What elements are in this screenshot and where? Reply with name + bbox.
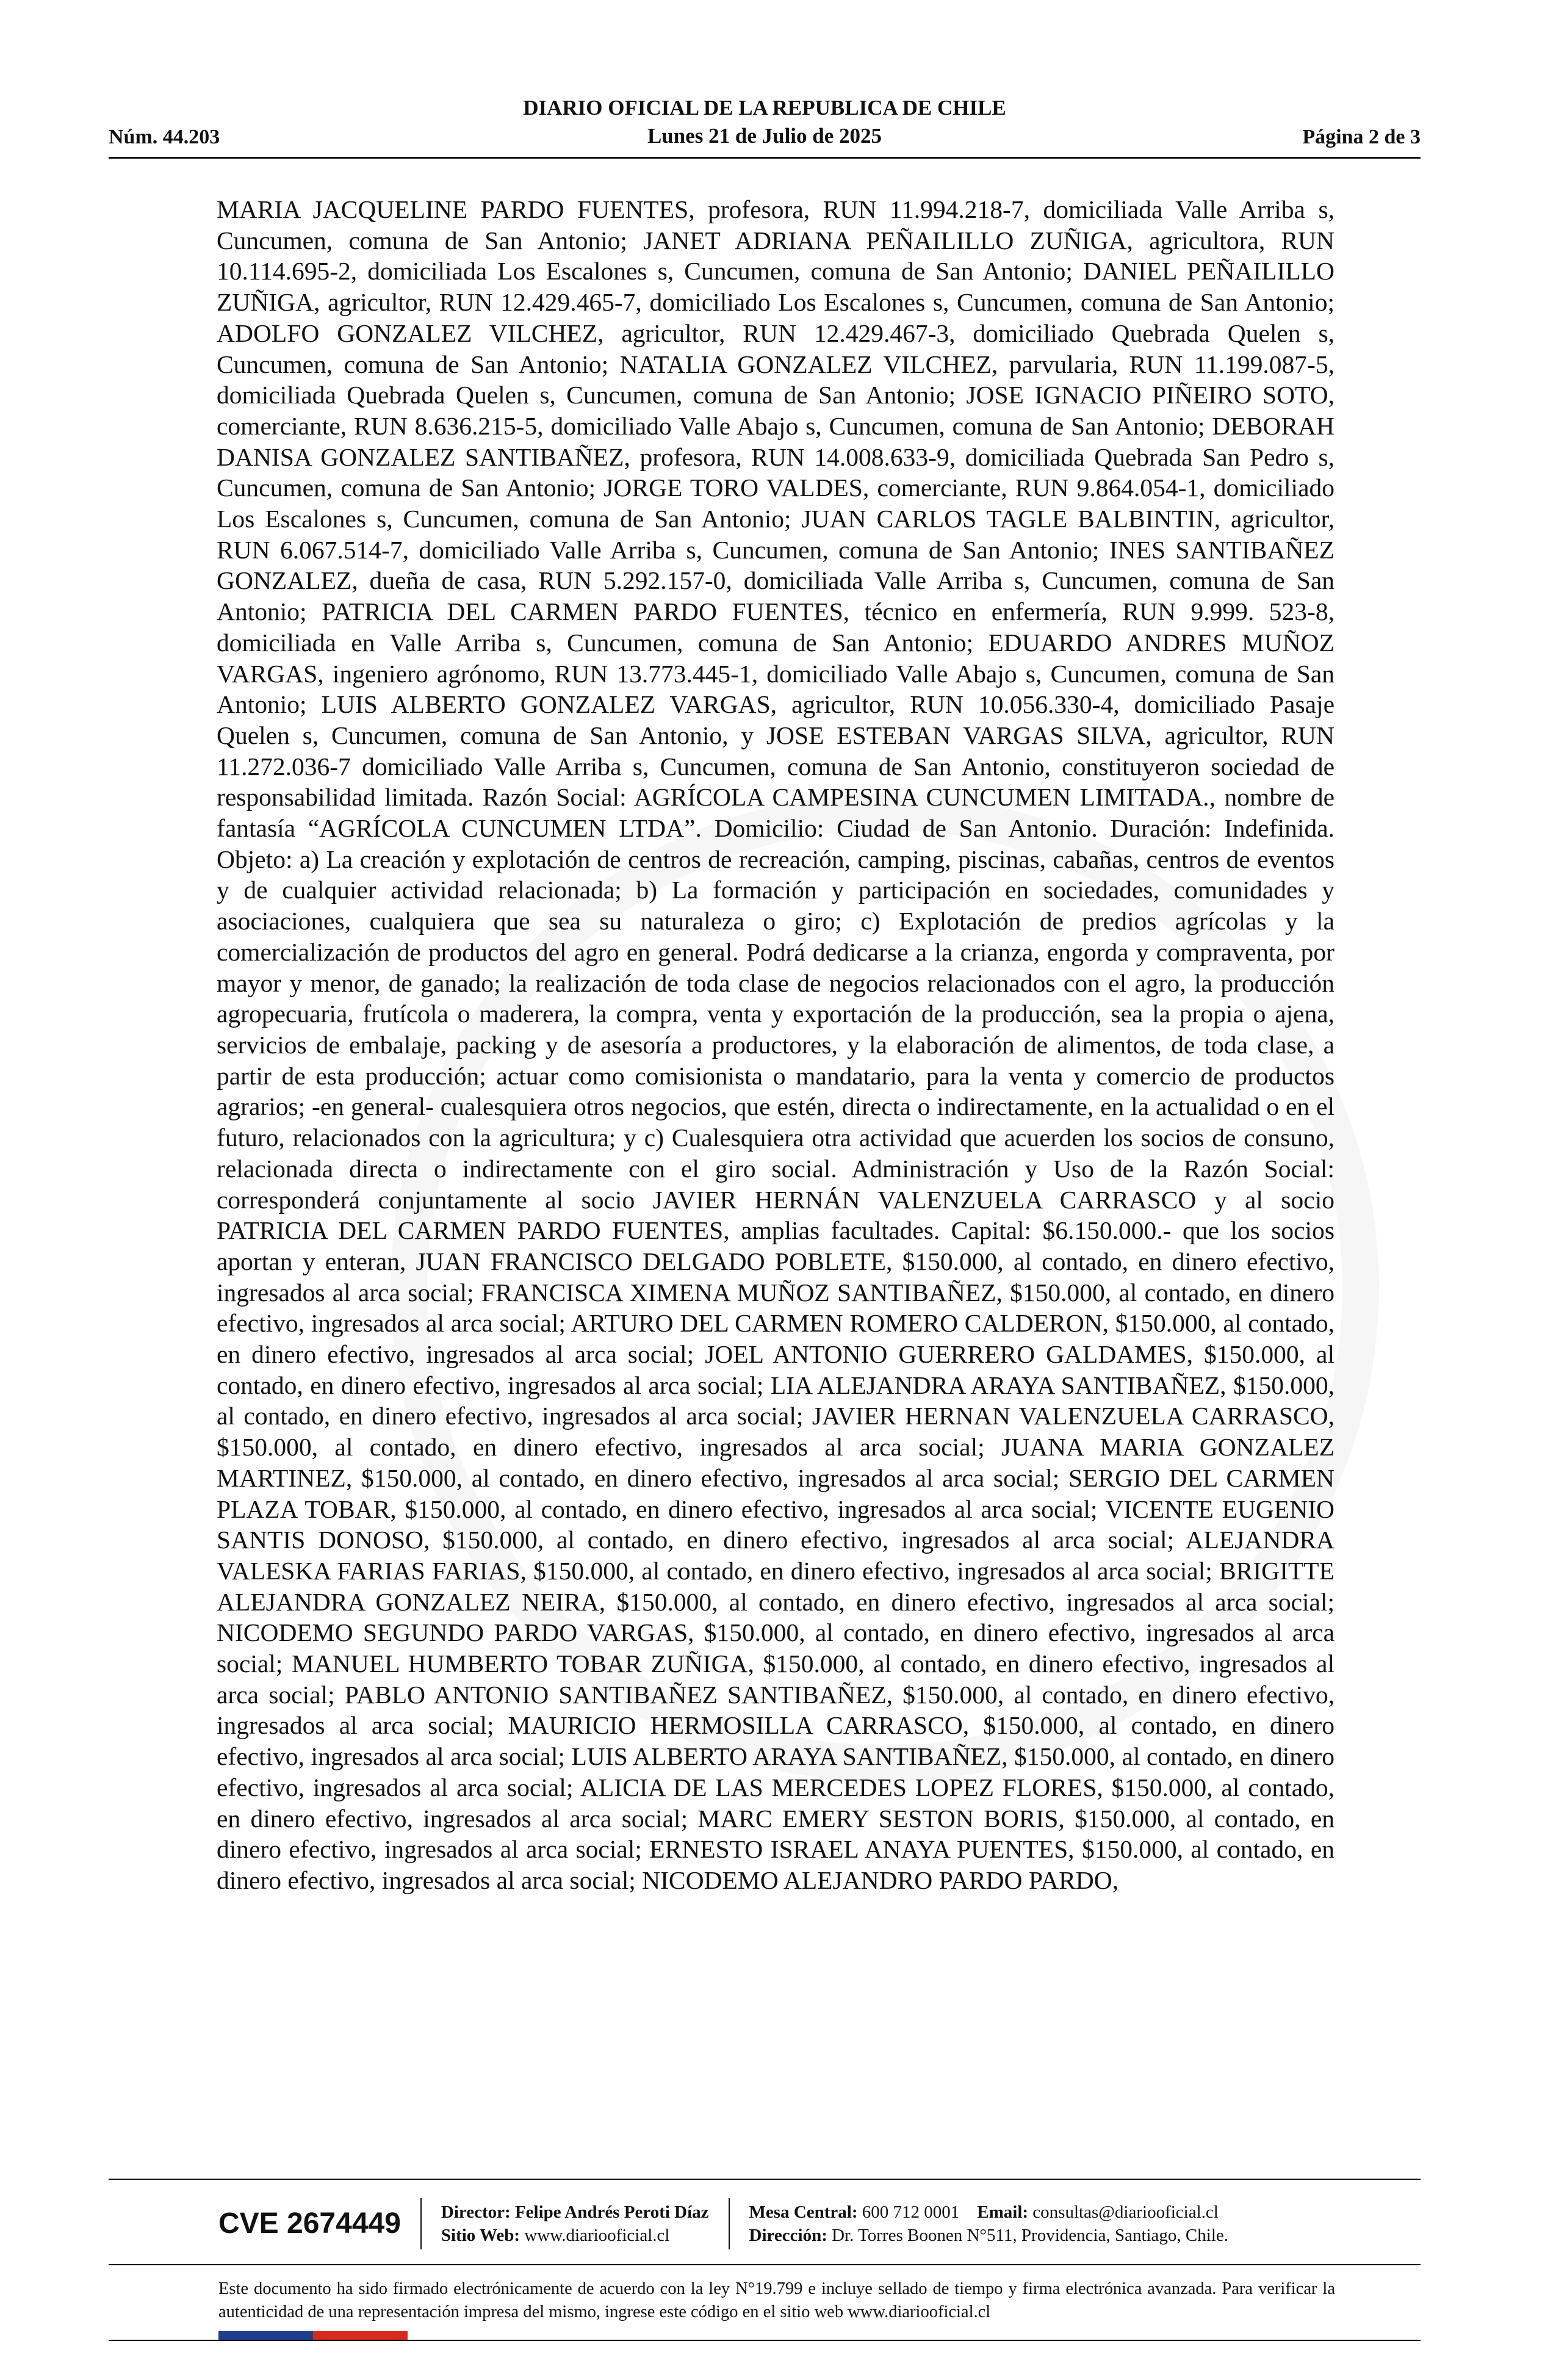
address-label: Dirección:: [749, 2226, 827, 2245]
address-value: Dr. Torres Boonen N°511, Providencia, Santiago, Chile.: [832, 2226, 1229, 2245]
issue-number: Núm. 44.203: [109, 126, 220, 148]
flag-blue-band: [218, 2331, 313, 2340]
mesa-phone: 600 712 0001: [862, 2202, 960, 2222]
footer-divider-bottom: [109, 2340, 1421, 2341]
website-link[interactable]: www.diariooficial.cl: [524, 2226, 670, 2245]
mesa-label: Mesa Central:: [749, 2202, 858, 2222]
footer-info-row: [218, 2198, 1421, 2249]
document-body: MARIA JACQUELINE PARDO FUENTES, profesora, RUN 11.994.218-7, domiciliada Valle Arriba s, Cuncumen, comuna de San Antonio; JANET ADRIANA PEÑAILILLO ZUÑIGA, agricultora, RUN 10.114.695-2, domiciliada Los Escalones s, Cuncumen, comuna de San Antonio; DANIEL PEÑAILILLO ZUÑIGA, agricultor, RUN 12.429.465-7, domiciliado Los Escalones s, Cuncumen, comuna de San Antonio; ADOLFO GONZALEZ VILCHEZ, agricultor, RUN 12.429.467-3, domiciliado Quebrada Quelen s, Cuncumen, comuna de San Antonio; NATALIA GONZALEZ VILCHEZ, parvularia, RUN 11.199.087-5, domiciliada Quebrada Quelen s, Cuncumen, comuna de San Antonio; JOSE IGNACIO PIÑEIRO SOTO, comerciante, RUN 8.636.215-5, domiciliado Valle Abajo s, Cuncumen, comuna de San Antonio; DEBORAH DANISA GONZALEZ SANTIBAÑEZ, profesora, RUN 14.008.633-9, domiciliada Quebrada San Pedro s, Cuncumen, comuna de San Antonio; JORGE TORO VALDES, comerciante, RUN 9.864.054-1, domiciliado Los Escalones s, Cuncumen, comuna de San Antonio; JUAN CARLOS TAGLE BALBINTIN, agricultor, RUN 6.067.514-7, domiciliado Valle Arriba s, Cuncumen, comuna de San Antonio; INES SANTIBAÑEZ GONZALEZ, dueña de casa, RUN 5.292.157-0, domiciliada Valle Arriba s, Cuncumen, comuna de San Antonio; PATRICIA DEL CARMEN PARDO FUENTES, técnico en enfermería, RUN 9.999. 523-8, domiciliada en Valle Arriba s, Cuncumen, comuna de San Antonio; EDUARDO ANDRES MUÑOZ VARGAS, ingeniero agrónomo, RUN 13.773.445-1, domiciliado Valle Abajo s, Cuncumen, comuna de San Antonio; LUIS ALBERTO GONZALEZ VARGAS, agricultor, RUN 10.056.330-4, domiciliado Pasaje Quelen s, Cuncumen, comuna de San Antonio, y JOSE ESTEBAN VARGAS SILVA, agricultor, RUN 11.272.036-7 domiciliado Valle Arriba s, Cuncumen, comuna de San Antonio, constituyeron sociedad de responsabilidad limitada. Razón Social: AGRÍCOLA CAMPESINA CUNCUMEN LIMITADA., nombre de fantasía “AGRÍCOLA CUNCUMEN LTDA”. Domicilio: Ciudad de San Antonio. Duración: Indefinida. Objeto: a) La creación y explotación de centros de recreación, camping, piscinas, cabañas, centros de eventos y de cualquier actividad relacionada; b) La formación y participación en sociedades, comunidades y asociaciones, cualquiera que sea su naturaleza o giro; c) Explotación de predios agrícolas y la comercialización de productos del agro en general. Podrá dedicarse a la crianza, engorda y compraventa, por mayor y menor, de ganado; la realización de toda clase de negocios relacionados con el agro, la producción agropecuaria, frutícola o maderera, la compra, venta y exportación de la producción, sea la propia o ajena, servicios de embalaje, packing y de asesoría a productores, y la elaboración de alimentos, de toda clase, a partir de esta producción; actuar como comisionista o mandatario, para la venta y comercio de productos agrarios; -en general- cualesquiera otros negocios, que estén, directa o indirectamente, en la actualidad o en el futuro, relacionados con la agricultura; y c) Cualesquiera otra actividad que acuerden los socios de consuno, relacionada directa o indirectamente con el giro social. Administración y Uso de la Razón Social: corresponderá conjuntamente al socio JAVIER HERNÁN VALENZUELA CARRASCO y al socio PATRICIA DEL CARMEN PARDO FUENTES, amplias facultades. Capital: $6.150.000.- que los socios aportan y enteran, JUAN FRANCISCO DELGADO POBLETE, $150.000, al contado, en dinero efectivo, ingresados al arca social; FRANCISCA XIMENA MUÑOZ SANTIBAÑEZ, $150.000, al contado, en dinero efectivo, ingresados al arca social; ARTURO DEL CARMEN ROMERO CALDERON, $150.000, al contado, en dinero efectivo, ingresados al arca social; JOEL ANTONIO GUERRERO GALDAMES, $150.000, al contado, en dinero efectivo, ingresados al arca social; LIA ALEJANDRA ARAYA SANTIBAÑEZ, $150.000, al contado, en dinero efectivo, ingresados al arca social; JAVIER HERNAN VALENZUELA CARRASCO, $150.000, al contado, en dinero efectivo, ingresados al arca social; JUANA MARIA GONZALEZ MARTINEZ, $150.000, al contado, en dinero efectivo, ingresados al arca social; SERGIO DEL CARMEN PLAZA TOBAR, $150.000, al contado, en dinero efectivo, ingresados al arca social; VICENTE EUGENIO SANTIS DONOSO, $150.000, al contado, en dinero efectivo, ingresados al arca social; ALEJANDRA VALESKA FARIAS FARIAS, $150.000, al contado, en dinero efectivo, ingresados al arca social; BRIGITTE ALEJANDRA GONZALEZ NEIRA, $150.000, al contado, en dinero efectivo, ingresados al arca social; NICODEMO SEGUNDO PARDO VARGAS, $150.000, al contado, en dinero efectivo, ingresados al arca social; MANUEL HUMBERTO TOBAR ZUÑIGA, $150.000, al contado, en dinero efectivo, ingresados al arca social; PABLO ANTONIO SANTIBAÑEZ SANTIBAÑEZ, $150.000, al contado, en dinero efectivo, ingresados al arca social; MAURICIO HERMOSILLA CARRASCO, $150.000, al contado, en dinero efectivo, ingresados al arca social; LUIS ALBERTO ARAYA SANTIBAÑEZ, $150.000, al contado, en dinero efectivo, ingresados al arca social; ALICIA DE LAS MERCEDES LOPEZ FLORES, $150.000, al contado, en dinero efectivo, ingresados al arca social; MARC EMERY SESTON BORIS, $150.000, al contado, en dinero efectivo, ingresados al arca social; ERNESTO ISRAEL ANAYA PUENTES, $150.000, al contado, en dinero efectivo, ingresados al arca social; NICODEMO ALEJANDRO PARDO PARDO,: [217, 195, 1334, 1894]
publication-date: Lunes 21 de Julio de 2025: [647, 124, 882, 148]
flag-stripe: [218, 2331, 408, 2340]
footer-director-block: [422, 2198, 730, 2249]
header-divider: [109, 157, 1421, 159]
director-name: Felipe Andrés Peroti Díaz: [514, 2202, 709, 2222]
website-label: Sitio Web:: [441, 2226, 520, 2245]
signature-note: Este documento ha sido firmado electrónicamente de acuerdo con la ley N°19.799 e incluye sellado de tiempo y firma electrónica avanzada. Para verificar la autenticidad de una representación impresa del mismo, ingrese este código en el sitio web www.diariooficial.cl: [218, 2279, 1335, 2321]
page-footer: [109, 2179, 1421, 2341]
flag-red-band: [313, 2331, 408, 2340]
page-number: Página 2 de 3: [1302, 126, 1421, 148]
publication-title: DIARIO OFICIAL DE LA REPUBLICA DE CHILE: [523, 96, 1006, 120]
header-center: [109, 94, 1421, 150]
footer-contact-block: [730, 2198, 1248, 2249]
footer-divider-top: [109, 2179, 1421, 2180]
email-link[interactable]: consultas@diariooficial.cl: [1032, 2202, 1219, 2222]
director-label: Director:: [441, 2202, 511, 2222]
email-label: Email:: [977, 2202, 1029, 2222]
cve-code: CVE 2674449: [218, 2198, 422, 2249]
footer-divider-mid: [109, 2264, 1421, 2265]
page-header: [109, 92, 1421, 159]
